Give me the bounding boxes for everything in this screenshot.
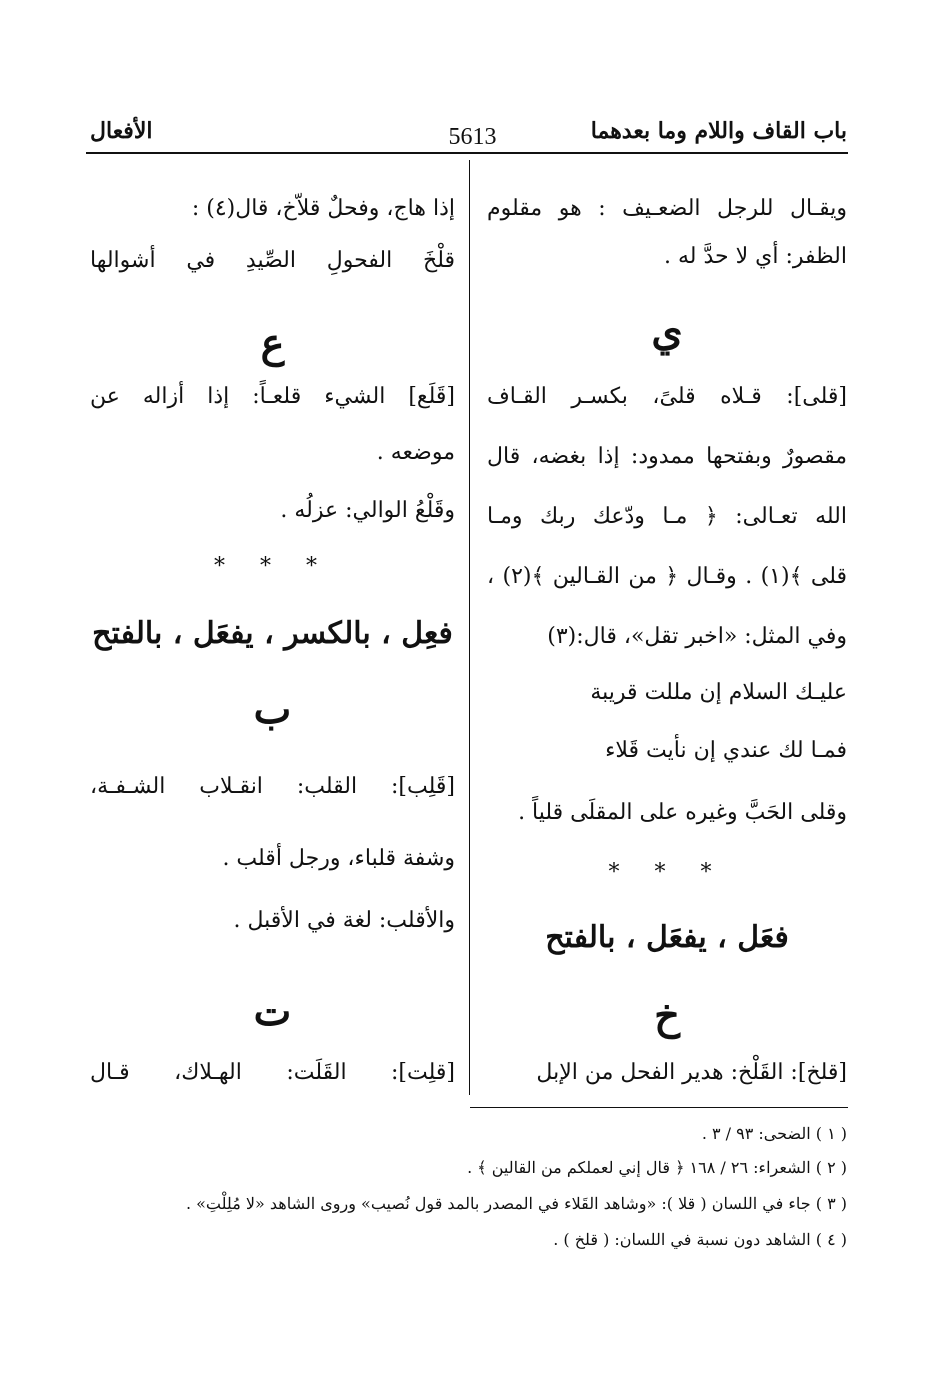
entry-qala-line: قلى ﴾(١) . وقـال ﴿ من القـالين ﴾(٢) ، [487,564,847,589]
section-letter-ta: ت [253,988,292,1035]
footnote: ( ٢ ) الشعراء: ٢٦ / ١٦٨ ﴿ قال إني لعملكم من القالين ﴾ . [467,1158,847,1177]
section-heading: فعِل ، بالكسر ، يفعَل ، بالفتح [92,616,453,651]
page-number: 5613 [448,124,497,150]
entry-qala-line: وقلى الحَبَّ وغيره على المقلَى قلياً . [518,800,847,825]
entry-qala-line: وفي المثل: «اخبر تقل»، قال:(٣) [547,624,847,649]
entry-qala3-line: موضعه . [376,440,455,465]
entry-qala3-line: [قَلَع] الشيء قلعـاً: إذا أزاله عن [90,384,455,409]
entry-qala3-line: وقَلْعُ الوالي: عزلُه . [280,498,455,523]
running-header-right: باب القاف واللام وما بعدهما [590,118,847,144]
text-line: الظفر: أي لا حدَّ له . [663,244,847,269]
section-letter-kha: خ [654,992,680,1039]
verse-line: فمـا لك عندي إن نأيت قَلاء [605,738,847,763]
entry-qalib-line: وشفة قلباء، ورجل أقلب . [222,846,455,871]
column-divider [469,160,470,1095]
verse-line: قلْخَ الفحولِ الصِّيدِ في أشوالها [90,248,455,273]
section-letter-ya: ي [651,308,683,355]
footnote: ( ١ ) الضحى: ٩٣ / ٣ . [701,1124,847,1143]
section-letter-ayn: ع [260,320,285,367]
entry-qalib-line: [قَلِب]: القلب: انقـلاب الشـفـة، [90,774,455,799]
section-separator: * * * [214,554,331,579]
footnote: ( ٤ ) الشاهد دون نسبة في اللسان: ( قلخ ) . [553,1230,847,1249]
header-rule [86,152,848,154]
entry-qala-line: [قلى]: قـلاه قلىً، بكسـر القـاف [487,384,847,409]
section-letter-ba: ب [253,686,292,733]
entry-qalakh-line: [قلخ]: القَلْخ: هدير الفحل من الإبل [536,1060,847,1085]
entry-qalit-line: [قلِت]: القَلَت: الهـلاك، قـال [90,1060,455,1085]
verse-line: عليـك السلام إن مللت قريبة [590,680,847,705]
section-separator: * * * [608,860,726,885]
entry-qala-line: الله تعـالى: ﴿ مـا ودّعك ربك ومـا [487,504,847,529]
entry-qala-line: مقصورٌ وبفتحها ممدود: إذا بغضه، قال [487,444,847,469]
footnote-rule [470,1107,848,1108]
text-line: إذا هاج، وفحلٌ قلاّخ، قال(٤) : [191,196,455,221]
footnote: ( ٣ ) جاء في اللسان ( قلا ): «وشاهد القَلاء في المصدر بالمد قول نُصيب» وروى الشاهد «لا مُلِلْتِ» . [185,1194,847,1213]
section-heading: فعَل ، يفعَل ، بالفتح [545,920,789,955]
text-line: ويقـال للرجل الضعـيف : هو مقلوم [487,196,847,221]
running-header-left: الأفعال [90,118,153,144]
entry-qalib-line: والأقلب: لغة في الأقبل . [233,908,455,933]
